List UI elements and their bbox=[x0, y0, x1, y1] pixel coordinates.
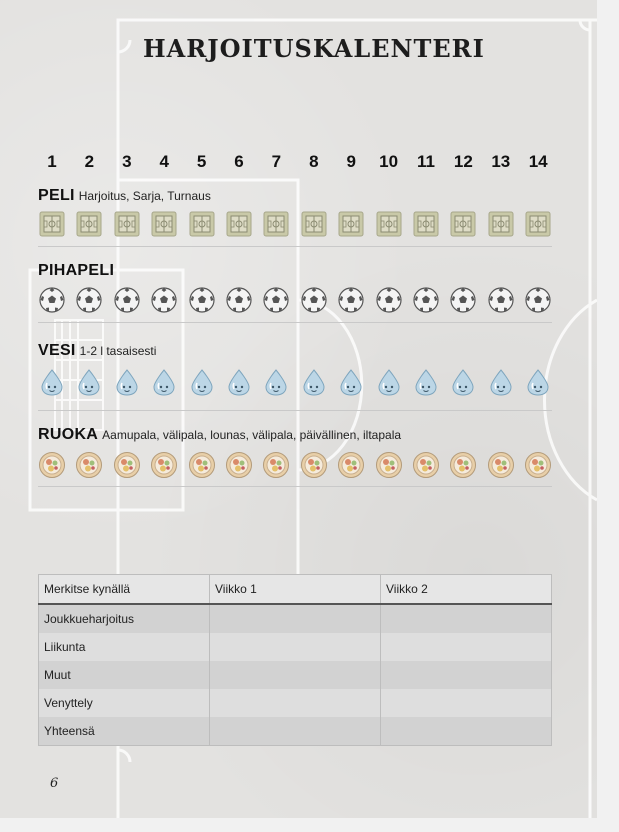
soccer-ball-icon[interactable] bbox=[300, 286, 328, 314]
section-peli-label bbox=[38, 187, 211, 205]
divider bbox=[38, 410, 552, 411]
food-plate-icon[interactable] bbox=[375, 451, 403, 479]
water-drop-icon[interactable] bbox=[412, 368, 440, 396]
soccer-ball-icon[interactable] bbox=[225, 286, 253, 314]
water-drop-icon[interactable] bbox=[337, 368, 365, 396]
pitch-icon[interactable] bbox=[487, 210, 515, 238]
day-number: 8 bbox=[309, 152, 319, 171]
soccer-ball-icon[interactable] bbox=[38, 286, 66, 314]
food-plate-icon[interactable] bbox=[300, 451, 328, 479]
soccer-ball-icon[interactable] bbox=[262, 286, 290, 314]
row-label: Joukkueharjoitus bbox=[39, 604, 210, 633]
food-plate-icon[interactable] bbox=[150, 451, 178, 479]
section-pihapeli-label bbox=[38, 262, 118, 280]
pitch-icon[interactable] bbox=[75, 210, 103, 238]
pitch-icon[interactable] bbox=[375, 210, 403, 238]
week1-cell[interactable] bbox=[210, 717, 381, 746]
soccer-ball-icon[interactable] bbox=[337, 286, 365, 314]
pitch-icon[interactable] bbox=[337, 210, 365, 238]
peli-icon-row bbox=[0, 210, 597, 240]
divider bbox=[38, 246, 552, 247]
vesi-icon-row bbox=[0, 368, 597, 398]
table-header-cell: Merkitse kynällä bbox=[39, 575, 210, 605]
pitch-icon[interactable] bbox=[449, 210, 477, 238]
water-drop-icon[interactable] bbox=[75, 368, 103, 396]
week1-cell[interactable] bbox=[210, 689, 381, 717]
section-ruoka-label bbox=[38, 426, 401, 444]
divider bbox=[38, 322, 552, 323]
week2-cell[interactable] bbox=[381, 717, 552, 746]
food-plate-icon[interactable] bbox=[225, 451, 253, 479]
water-drop-icon[interactable] bbox=[225, 368, 253, 396]
soccer-ball-icon[interactable] bbox=[487, 286, 515, 314]
soccer-ball-icon[interactable] bbox=[75, 286, 103, 314]
row-label: Yhteensä bbox=[39, 717, 210, 746]
ruoka-icon-row bbox=[0, 451, 597, 481]
day-number: 6 bbox=[234, 152, 244, 171]
week2-cell[interactable] bbox=[381, 604, 552, 633]
section-vesi-label bbox=[38, 342, 156, 360]
table-row bbox=[39, 661, 552, 689]
soccer-ball-icon[interactable] bbox=[375, 286, 403, 314]
day-number: 5 bbox=[196, 152, 207, 171]
food-plate-icon[interactable] bbox=[449, 451, 477, 479]
section-heading: VESI bbox=[38, 342, 76, 359]
soccer-ball-icon[interactable] bbox=[412, 286, 440, 314]
food-plate-icon[interactable] bbox=[262, 451, 290, 479]
row-label: Venyttely bbox=[39, 689, 210, 717]
pitch-icon[interactable] bbox=[262, 210, 290, 238]
day-number: 2 bbox=[84, 152, 95, 171]
table-row bbox=[39, 717, 552, 746]
soccer-ball-icon[interactable] bbox=[113, 286, 141, 314]
section-description: Aamupala, välipala, lounas, välipala, päivällinen, iltapala bbox=[102, 428, 402, 442]
week2-cell[interactable] bbox=[381, 633, 552, 661]
pitch-icon[interactable] bbox=[38, 210, 66, 238]
section-heading: PELI bbox=[38, 187, 75, 204]
water-drop-icon[interactable] bbox=[375, 368, 403, 396]
food-plate-icon[interactable] bbox=[337, 451, 365, 479]
table-row bbox=[39, 604, 552, 633]
divider bbox=[38, 486, 552, 487]
soccer-ball-icon[interactable] bbox=[524, 286, 552, 314]
food-plate-icon[interactable] bbox=[188, 451, 216, 479]
week1-cell[interactable] bbox=[210, 661, 381, 689]
soccer-ball-icon[interactable] bbox=[150, 286, 178, 314]
tracking-table bbox=[38, 574, 552, 746]
table-row bbox=[39, 633, 552, 661]
water-drop-icon[interactable] bbox=[524, 368, 552, 396]
table-header-cell: Viikko 2 bbox=[381, 575, 552, 605]
day-number: 11 bbox=[417, 152, 435, 171]
day-number-row bbox=[0, 152, 597, 174]
water-drop-icon[interactable] bbox=[150, 368, 178, 396]
water-drop-icon[interactable] bbox=[487, 368, 515, 396]
day-number: 3 bbox=[122, 152, 132, 171]
food-plate-icon[interactable] bbox=[487, 451, 515, 479]
page-title: HARJOITUSKALENTERI bbox=[143, 34, 485, 63]
food-plate-icon[interactable] bbox=[412, 451, 440, 479]
pitch-icon[interactable] bbox=[300, 210, 328, 238]
day-number: 1 bbox=[47, 152, 57, 171]
day-number: 10 bbox=[379, 152, 399, 171]
water-drop-icon[interactable] bbox=[262, 368, 290, 396]
week1-cell[interactable] bbox=[210, 633, 381, 661]
day-number: 4 bbox=[159, 152, 169, 171]
pitch-icon[interactable] bbox=[524, 210, 552, 238]
week1-cell[interactable] bbox=[210, 604, 381, 633]
water-drop-icon[interactable] bbox=[188, 368, 216, 396]
row-label: Liikunta bbox=[39, 633, 210, 661]
pitch-icon[interactable] bbox=[113, 210, 141, 238]
section-description: 1-2 l tasaisesti bbox=[79, 344, 157, 358]
section-description: Harjoitus, Sarja, Turnaus bbox=[78, 189, 211, 203]
water-drop-icon[interactable] bbox=[449, 368, 477, 396]
section-heading: RUOKA bbox=[38, 426, 99, 443]
day-number: 12 bbox=[453, 152, 473, 171]
water-drop-icon[interactable] bbox=[113, 368, 141, 396]
water-drop-icon[interactable] bbox=[300, 368, 328, 396]
table-header-row bbox=[39, 575, 552, 605]
soccer-ball-icon[interactable] bbox=[188, 286, 216, 314]
food-plate-icon[interactable] bbox=[113, 451, 141, 479]
day-number: 13 bbox=[491, 152, 511, 171]
table-header-cell: Viikko 1 bbox=[210, 575, 381, 605]
row-label: Muut bbox=[39, 661, 210, 689]
section-heading: PIHAPELI bbox=[38, 262, 115, 279]
day-number: 9 bbox=[346, 152, 356, 171]
pitch-icon[interactable] bbox=[188, 210, 216, 238]
soccer-ball-icon[interactable] bbox=[449, 286, 477, 314]
pitch-icon[interactable] bbox=[150, 210, 178, 238]
pitch-icon[interactable] bbox=[225, 210, 253, 238]
day-number: 14 bbox=[528, 152, 548, 171]
pitch-icon[interactable] bbox=[412, 210, 440, 238]
food-plate-icon[interactable] bbox=[38, 451, 66, 479]
page-number: 6 bbox=[50, 776, 59, 791]
day-number: 7 bbox=[271, 152, 282, 171]
week2-cell[interactable] bbox=[381, 689, 552, 717]
table-row bbox=[39, 689, 552, 717]
pihapeli-icon-row bbox=[0, 286, 597, 316]
week2-cell[interactable] bbox=[381, 661, 552, 689]
food-plate-icon[interactable] bbox=[75, 451, 103, 479]
water-drop-icon[interactable] bbox=[38, 368, 66, 396]
food-plate-icon[interactable] bbox=[524, 451, 552, 479]
